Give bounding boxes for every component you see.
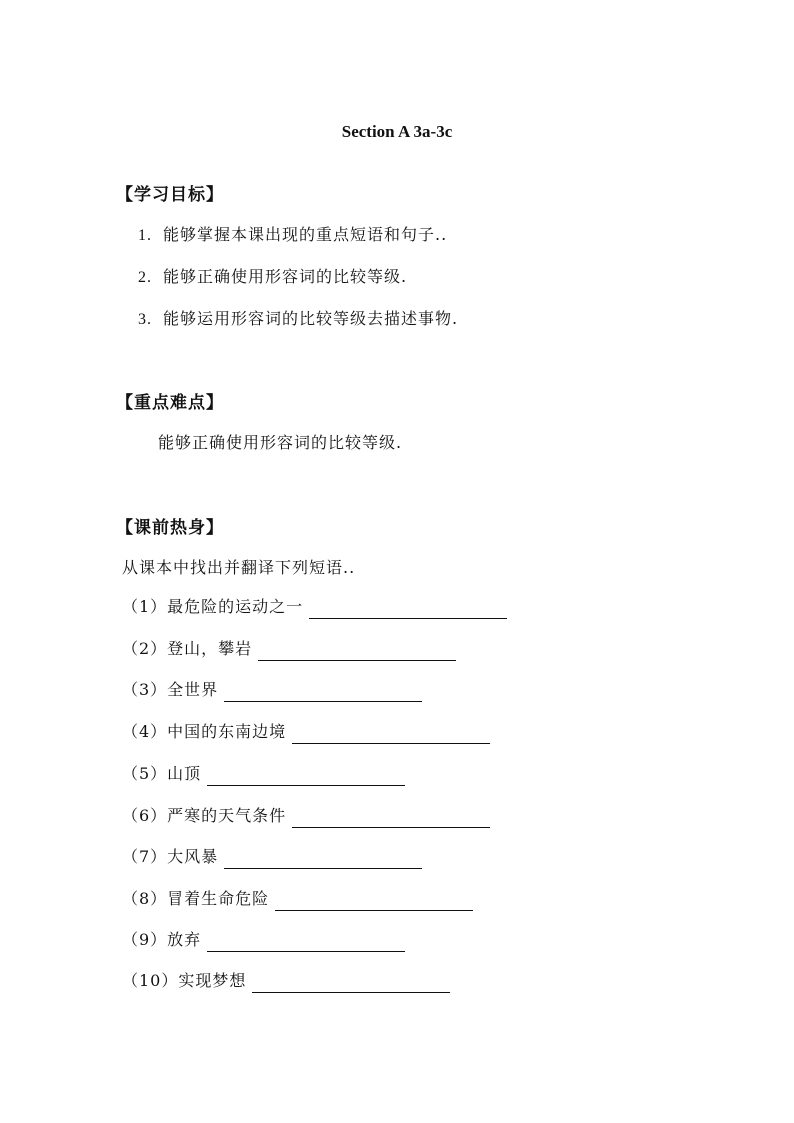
key-points-text: 能够正确使用形容词的比较等级. (158, 433, 403, 452)
answer-blank[interactable] (252, 974, 450, 993)
answer-blank[interactable] (224, 850, 422, 869)
answer-blank[interactable] (258, 642, 456, 661)
phrase-item-5 (122, 762, 405, 786)
phrase-label: （2）登山，攀岩 (122, 639, 253, 658)
phrase-item-4 (122, 720, 490, 744)
goal-number: 1. (138, 227, 152, 244)
phrase-label: （10）实现梦想 (122, 971, 247, 990)
goal-text: 能够正确使用形容词的比较等级. (163, 267, 408, 286)
key-points-heading: 【重点难点】 (116, 393, 224, 413)
goal-number: 3. (138, 311, 152, 328)
warmup-instruction: 从课本中找出并翻译下列短语.. (122, 558, 356, 577)
goals-heading: 【学习目标】 (116, 185, 224, 205)
phrase-label: （3）全世界 (122, 680, 219, 699)
goal-item-1 (138, 222, 447, 245)
phrase-label: （5）山顶 (122, 764, 202, 783)
phrase-label: （8）冒着生命危险 (122, 889, 270, 908)
answer-blank[interactable] (224, 683, 422, 702)
goal-item-3 (138, 306, 458, 329)
phrase-label: （7）大风暴 (122, 847, 219, 866)
phrase-item-3 (122, 678, 422, 702)
warmup-heading: 【课前热身】 (116, 518, 224, 538)
goal-text: 能够掌握本课出现的重点短语和句子.. (163, 225, 448, 244)
phrase-label: （9）放弃 (122, 930, 202, 949)
answer-blank[interactable] (207, 767, 405, 786)
phrase-item-2 (122, 637, 456, 661)
phrase-item-6 (122, 804, 490, 828)
goal-item-2 (138, 264, 407, 287)
goal-number: 2. (138, 269, 152, 286)
phrase-item-10 (122, 969, 450, 993)
phrase-item-1 (122, 595, 507, 619)
answer-blank[interactable] (292, 725, 490, 744)
phrase-item-9 (122, 928, 405, 952)
phrase-item-7 (122, 845, 422, 869)
phrase-label: （4）中国的东南边境 (122, 722, 287, 741)
phrase-label: （1）最危险的运动之一 (122, 597, 304, 616)
answer-blank[interactable] (292, 809, 490, 828)
answer-blank[interactable] (207, 933, 405, 952)
phrase-label: （6）严寒的天气条件 (122, 806, 287, 825)
phrase-item-8 (122, 887, 473, 911)
page-title: Section A 3a-3c (341, 122, 453, 141)
goal-text: 能够运用形容词的比较等级去描述事物. (163, 309, 459, 328)
answer-blank[interactable] (275, 892, 473, 911)
answer-blank[interactable] (309, 600, 507, 619)
